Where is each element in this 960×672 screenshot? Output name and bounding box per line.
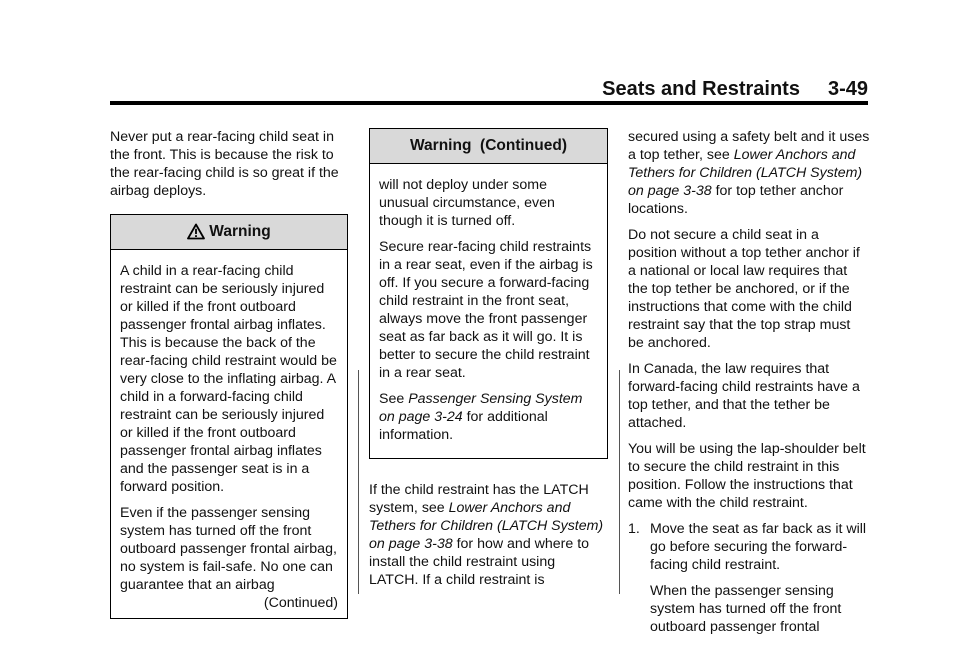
tether-text-pre: secured using a safety belt and it uses a top tether, see xyxy=(628,129,870,163)
step-text xyxy=(650,520,870,644)
canada-paragraph: In Canada, the law requires that forward-facing child restraints have a top tether, and that the tether be attached. xyxy=(628,361,860,431)
column-divider xyxy=(358,370,359,594)
warning-continued-body xyxy=(370,164,607,458)
warning-continued-header: Warning (Continued) xyxy=(370,129,607,164)
latch-paragraph xyxy=(369,481,608,589)
warning-paragraph-2: Even if the passenger sensing system has turned off the front outboard passenger frontal airbag, no system is fail-safe. No one can guarantee that an airbag xyxy=(120,505,337,593)
warning-continued-paragraph-2: Secure rear-facing child restraints in a rear seat, even if the airbag is off. If you secure a forward-facing child restraint in the front seat, always move the front passenger seat as far back as it will go. It is better to secure the child restraint in a rear seat. xyxy=(379,239,593,381)
see-text: See xyxy=(379,391,409,407)
warning-triangle-icon xyxy=(187,219,205,253)
column-1 xyxy=(110,128,348,619)
section-title: Seats and Restraints xyxy=(602,78,800,100)
step-1 xyxy=(628,520,870,644)
latch-link[interactable]: Lower Anchors and Tethers for Children (LATCH System) on page 3-38 xyxy=(369,500,604,552)
column-3 xyxy=(628,128,870,644)
page-header xyxy=(110,78,868,101)
column-2 xyxy=(369,128,608,597)
header-rule xyxy=(110,101,868,105)
warning-body xyxy=(111,250,347,618)
lap-shoulder-paragraph: You will be using the lap-shoulder belt to secure the child restraint in this position. Follow the instructions that came with the child restraint. xyxy=(628,441,866,511)
warning-box xyxy=(110,214,348,619)
warning-header xyxy=(111,215,347,250)
tether-link[interactable]: Lower Anchors and Tethers for Children (LATCH System) on page 3-38 xyxy=(628,147,863,199)
additional-info-text: for additional information. xyxy=(379,409,548,443)
warning-title: Warning xyxy=(209,223,271,240)
warning-continued-paragraph-3 xyxy=(379,390,598,444)
anchor-paragraph: Do not secure a child seat in a position without a top tether anchor if a national or local law requires that the top tether be anchored, or if the instructions that come with the child restraint say that the top strap must be anchored. xyxy=(628,227,860,351)
continued-label: (Continued) xyxy=(263,595,338,611)
step-number: 1. xyxy=(628,521,640,537)
step-1-text: Move the seat as far back as it will go before securing the forward-facing child restraint. xyxy=(650,521,867,573)
step-1-note: When the passenger sensing system has turned off the front outboard passenger frontal xyxy=(650,583,842,635)
warning-continued-paragraph-1: will not deploy under some unusual circumstance, even though it is turned off. xyxy=(379,177,555,229)
tether-text-post: for top tether anchor locations. xyxy=(628,183,844,217)
passenger-sensing-link[interactable]: Passenger Sensing System on page 3-24 xyxy=(379,391,583,425)
column-divider xyxy=(619,370,620,594)
latch-text-pre: If the child restraint has the LATCH system, see xyxy=(369,482,589,516)
warning-continued-box xyxy=(369,128,608,459)
latch-text-post: for how and where to install the child restraint using LATCH. If a child restraint is xyxy=(369,536,590,588)
tether-paragraph xyxy=(628,128,870,218)
page-number: 3-49 xyxy=(827,78,868,100)
warning-paragraph-1: A child in a rear-facing child restraint can be seriously injured or killed if the front outboard passenger frontal airbag inflates. This is because the back of the rear-facing child restraint would be very close to the inflating airbag. A child in a forward-facing child restraint can be seriously injured or killed if the front outboard passenger frontal airbag inflates and the passenger seat is in a forward position. xyxy=(120,263,337,495)
intro-paragraph: Never put a rear-facing child seat in the front. This is because the risk to the rear-facing child is so great if the airbag deploys. xyxy=(110,129,339,199)
